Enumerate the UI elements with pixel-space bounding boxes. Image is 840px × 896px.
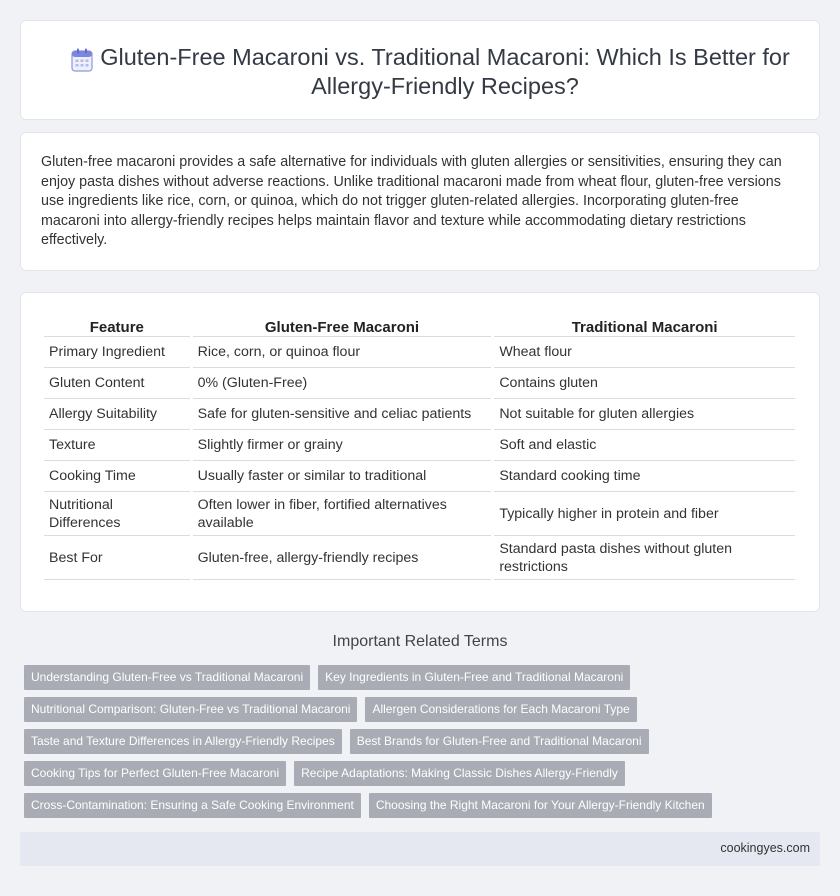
related-terms-tags bbox=[20, 665, 820, 825]
related-term-tag[interactable]: Understanding Gluten-Free vs Traditional Macaroni bbox=[24, 665, 310, 690]
table-cell: Nutritional Differences bbox=[44, 492, 190, 536]
table-row bbox=[44, 337, 795, 368]
related-term-tag[interactable]: Allergen Considerations for Each Macaroni Type bbox=[365, 697, 636, 722]
table-row bbox=[44, 461, 795, 492]
table-row bbox=[44, 368, 795, 399]
table-cell: Wheat flour bbox=[494, 337, 795, 368]
title-card bbox=[20, 20, 820, 120]
header-feature: Feature bbox=[44, 313, 190, 337]
comparison-card bbox=[20, 292, 820, 612]
related-term-tag[interactable]: Choosing the Right Macaroni for Your Allergy-Friendly Kitchen bbox=[369, 793, 712, 818]
table-cell: Allergy Suitability bbox=[44, 399, 190, 430]
tag-row bbox=[20, 793, 820, 818]
table-cell: Best For bbox=[44, 536, 190, 580]
table-cell: Texture bbox=[44, 430, 190, 461]
table-cell: Not suitable for gluten allergies bbox=[494, 399, 795, 430]
table-cell: Standard cooking time bbox=[494, 461, 795, 492]
table-cell: Soft and elastic bbox=[494, 430, 795, 461]
table-row bbox=[44, 399, 795, 430]
table-cell: Standard pasta dishes without gluten restrictions bbox=[494, 536, 795, 580]
table-cell: Often lower in fiber, fortified alternatives available bbox=[193, 492, 492, 536]
table-cell: Primary Ingredient bbox=[44, 337, 190, 368]
table-cell: Cooking Time bbox=[44, 461, 190, 492]
header-traditional: Traditional Macaroni bbox=[494, 313, 795, 337]
calendar-icon bbox=[71, 48, 93, 72]
table-header-row bbox=[44, 313, 795, 337]
tag-row bbox=[20, 761, 820, 786]
intro-paragraph: Gluten-free macaroni provides a safe alternative for individuals with gluten allergies or sensitivities, ensuring they can enjoy pasta dishes without adverse reactions. Unlike traditional macaroni made from wheat flour, gluten-free versions use ingredients like rice, corn, or quinoa, which do not trigger gluten-related allergies. Incorporating gluten-free macaroni into allergy-friendly recipes helps maintain flavor and texture while accommodating dietary restrictions effectively. bbox=[41, 154, 782, 248]
table-cell: Gluten Content bbox=[44, 368, 190, 399]
related-term-tag[interactable]: Cross-Contamination: Ensuring a Safe Cooking Environment bbox=[24, 793, 361, 818]
tag-row bbox=[20, 697, 820, 722]
intro-card bbox=[20, 132, 820, 271]
table-cell: Contains gluten bbox=[494, 368, 795, 399]
footer bbox=[20, 832, 820, 866]
related-term-tag[interactable]: Recipe Adaptations: Making Classic Dishes Allergy-Friendly bbox=[294, 761, 625, 786]
related-terms-heading: Important Related Terms bbox=[332, 633, 508, 650]
table-cell: Rice, corn, or quinoa flour bbox=[193, 337, 492, 368]
table-cell: Typically higher in protein and fiber bbox=[494, 492, 795, 536]
comparison-table bbox=[41, 313, 798, 580]
table-cell: Safe for gluten-sensitive and celiac patients bbox=[193, 399, 492, 430]
related-term-tag[interactable]: Cooking Tips for Perfect Gluten-Free Macaroni bbox=[24, 761, 286, 786]
table-row bbox=[44, 536, 795, 580]
table-cell: 0% (Gluten-Free) bbox=[193, 368, 492, 399]
related-term-tag[interactable]: Best Brands for Gluten-Free and Traditional Macaroni bbox=[350, 729, 649, 754]
site-link[interactable]: cookingyes.com bbox=[720, 841, 810, 855]
related-term-tag[interactable]: Taste and Texture Differences in Allergy-Friendly Recipes bbox=[24, 729, 342, 754]
table-cell: Slightly firmer or grainy bbox=[193, 430, 492, 461]
table-row bbox=[44, 492, 795, 536]
related-term-tag[interactable]: Key Ingredients in Gluten-Free and Traditional Macaroni bbox=[318, 665, 630, 690]
table-row bbox=[44, 430, 795, 461]
table-cell: Usually faster or similar to traditional bbox=[193, 461, 492, 492]
tag-row bbox=[20, 729, 820, 754]
tag-row bbox=[20, 665, 820, 690]
page-title: Gluten-Free Macaroni vs. Traditional Macaroni: Which Is Better for Allergy-Friendly Recipes? bbox=[100, 44, 790, 99]
header-gluten-free: Gluten-Free Macaroni bbox=[193, 313, 492, 337]
related-term-tag[interactable]: Nutritional Comparison: Gluten-Free vs Traditional Macaroni bbox=[24, 697, 357, 722]
table-cell: Gluten-free, allergy-friendly recipes bbox=[193, 536, 492, 580]
